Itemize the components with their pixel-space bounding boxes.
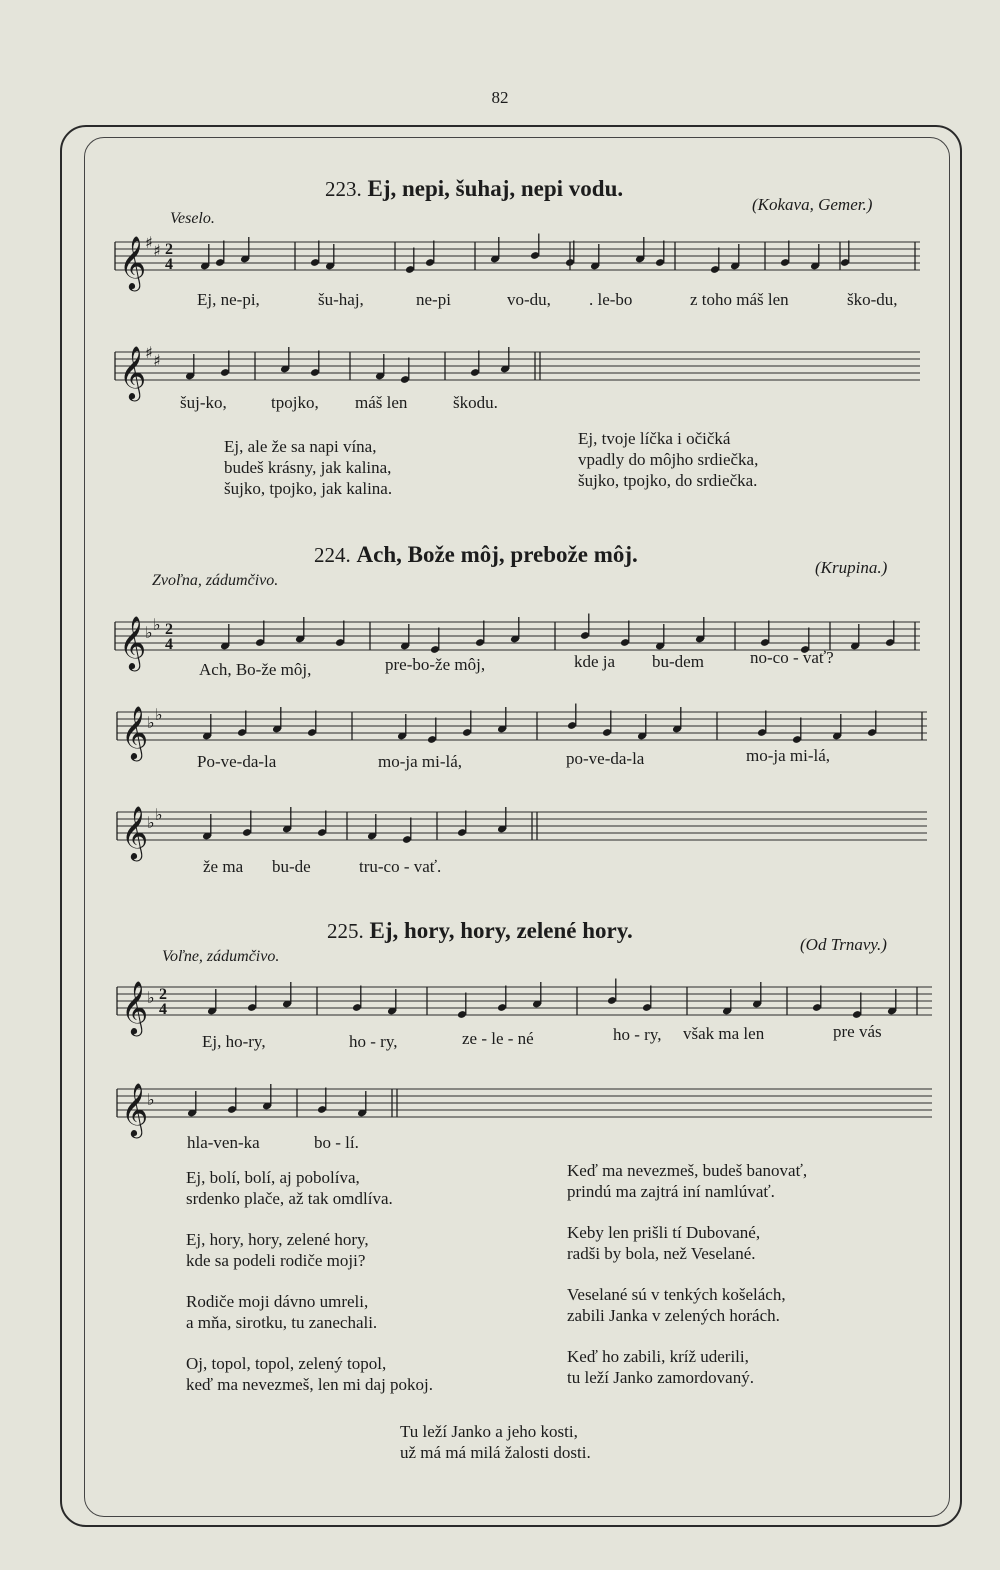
lyric-223-2-2: tpojko,: [271, 393, 319, 412]
stanza-gap: [567, 1326, 807, 1346]
verse-225-final: [400, 1421, 591, 1463]
lyric-224-2-3: po-ve-da-la: [566, 749, 645, 768]
sharp-icon: ♯: [153, 241, 161, 260]
verse-line: šujko, tpojko, do srdiečka.: [578, 471, 758, 490]
staff-223-2: [115, 340, 920, 400]
song-223-tempo: Veselo.: [170, 210, 215, 227]
lyric-224-1-2: pre-bo-že môj,: [385, 655, 486, 674]
verse-line: Rodiče moji dávno umreli,: [186, 1292, 369, 1311]
lyric-224-2-1: Po-ve-da-la: [197, 752, 277, 771]
verse-line: kde sa podeli rodiče moji?: [186, 1251, 366, 1270]
time-signature-bottom: 4: [159, 1001, 167, 1018]
verse-225-right: [567, 1160, 807, 1388]
flat-icon: ♭: [147, 813, 155, 832]
song-title-text: Ej, nepi, šuhaj, nepi vodu.: [367, 176, 624, 201]
stanza-gap: [186, 1333, 433, 1353]
stanza-gap: [567, 1264, 807, 1284]
staff-225-2: [117, 1077, 932, 1137]
lyric-225-1-1: Ej, ho-ry,: [202, 1032, 266, 1051]
lyric-223-1-3: ne-pi: [416, 290, 451, 309]
stanza-gap: [567, 1202, 807, 1222]
sharp-icon: ♯: [145, 233, 153, 252]
lyric-225-1-5: však ma len: [683, 1024, 765, 1043]
song-223-origin: (Kokava, Gemer.): [752, 195, 873, 214]
verse-line: Ej, ale že sa napi vína,: [224, 437, 377, 456]
stanza-gap: [186, 1271, 433, 1291]
page-number: 82: [491, 88, 509, 107]
song-225-origin: (Od Trnavy.): [800, 935, 887, 954]
lyric-223-1-5: . le-bo: [589, 290, 633, 309]
treble-clef-icon: 𝄞: [121, 980, 149, 1034]
verse-line: Ej, tvoje líčka i očičká: [578, 429, 731, 448]
lyric-223-2-3: máš len: [355, 393, 408, 412]
treble-clef-icon: 𝄞: [119, 345, 147, 399]
song-number: 223.: [325, 177, 362, 201]
verse-223-right: [578, 428, 758, 491]
lyric-225-1-2: ho - ry,: [349, 1032, 398, 1051]
verse-line: budeš krásny, jak kalina,: [224, 458, 392, 477]
verse-line: Veselané sú v tenkých košelách,: [567, 1285, 786, 1304]
lyric-223-1-2: šu-haj,: [318, 290, 364, 309]
verse-line: tu leží Janko zamordovaný.: [567, 1368, 754, 1387]
stanza-gap: [186, 1209, 433, 1229]
lyric-224-3-2: bu-de: [272, 857, 311, 876]
lyric-224-1-4: bu-dem: [652, 652, 704, 671]
verse-line: šujko, tpojko, jak kalina.: [224, 479, 393, 498]
lyric-224-3-3: tru-co - vať.: [359, 857, 442, 876]
lyric-224-3-1: že ma: [203, 857, 244, 876]
treble-clef-icon: 𝄞: [119, 615, 147, 669]
lyric-223-1-1: Ej, ne-pi,: [197, 290, 260, 309]
lyric-225-2-1: hla-ven-ka: [187, 1133, 260, 1152]
treble-clef-icon: 𝄞: [121, 805, 149, 859]
lyric-225-1-3: ze - le - né: [462, 1029, 534, 1048]
song-225-tempo: Voľne, zádumčivo.: [162, 948, 280, 965]
song-224-tempo: Zvoľna, zádumčivo.: [152, 572, 279, 589]
verse-223-left: [224, 436, 392, 499]
verse-line: Keď ma nevezmeš, budeš banovať,: [567, 1161, 808, 1180]
sharp-icon: ♯: [145, 343, 153, 362]
lyric-223-2-4: škodu.: [453, 393, 498, 412]
time-signature-top: 2: [165, 621, 173, 638]
staff-225-1: [117, 975, 932, 1035]
lyric-224-2-2: mo-ja mi-lá,: [378, 752, 463, 771]
song-title-text: Ej, hory, hory, zelené hory.: [369, 918, 633, 943]
song-224-title: [314, 542, 638, 568]
song-number: 225.: [327, 919, 364, 943]
treble-clef-icon: 𝄞: [121, 705, 149, 759]
verse-line: Tu leží Janko a jeho kosti,: [400, 1422, 578, 1441]
flat-icon: ♭: [147, 1090, 155, 1109]
verse-line: Keby len prišli tí Dubované,: [567, 1223, 761, 1242]
verse-line: Ej, bolí, bolí, aj pobolíva,: [186, 1168, 360, 1187]
verse-line: zabili Janka v zelených horách.: [567, 1306, 780, 1325]
lyric-223-1-4: vo-du,: [507, 290, 551, 309]
flat-icon: ♭: [147, 713, 155, 732]
time-signature-top: 2: [165, 241, 173, 258]
time-signature-bottom: 4: [165, 636, 173, 653]
verse-line: Ej, hory, hory, zelené hory,: [186, 1230, 369, 1249]
verse-line: Oj, topol, topol, zelený topol,: [186, 1354, 387, 1373]
verse-line: srdenko plače, až tak omdlíva.: [186, 1189, 393, 1208]
staff-223-1: [115, 230, 920, 290]
verse-225-left: [186, 1167, 433, 1395]
flat-icon: ♭: [155, 705, 163, 724]
flat-icon: ♭: [155, 805, 163, 824]
lyric-225-1-6: pre vás: [833, 1022, 882, 1041]
time-signature-top: 2: [159, 986, 167, 1003]
song-225-title: [327, 918, 633, 944]
lyric-224-1-3: kde ja: [574, 652, 616, 671]
flat-icon: ♭: [153, 615, 161, 634]
verse-line: radši by bola, než Veselané.: [567, 1244, 756, 1263]
staff-224-3: [117, 800, 927, 860]
treble-clef-icon: 𝄞: [121, 1082, 149, 1136]
lyric-225-1-4: ho - ry,: [613, 1025, 662, 1044]
song-number: 224.: [314, 543, 351, 567]
verse-line: vpadly do môjho srdiečka,: [578, 450, 759, 469]
song-224-origin: (Krupina.): [815, 558, 888, 577]
lyric-225-2-2: bo - lí.: [314, 1133, 359, 1152]
flat-icon: ♭: [145, 623, 153, 642]
verse-line: prindú ma zajtrá iní namlúvať.: [567, 1182, 775, 1201]
verse-line: Keď ho zabili, kríž uderili,: [567, 1347, 749, 1366]
verse-line: už má má milá žalosti dosti.: [400, 1443, 591, 1462]
treble-clef-icon: 𝄞: [119, 235, 147, 289]
lyric-223-1-6: z toho máš len: [690, 290, 789, 309]
lyric-224-1-1: Ach, Bo-že môj,: [199, 660, 312, 679]
sharp-icon: ♯: [153, 351, 161, 370]
lyric-224-1-5: no-co - vať?: [750, 648, 834, 667]
lyric-224-2-4: mo-ja mi-lá,: [746, 746, 831, 765]
time-signature-bottom: 4: [165, 256, 173, 273]
lyric-223-2-1: šuj-ko,: [180, 393, 227, 412]
song-title-text: Ach, Bože môj, prebože môj.: [356, 542, 638, 567]
verse-line: keď ma nevezmeš, len mi daj pokoj.: [186, 1375, 434, 1394]
verse-line: a mňa, sirotku, tu zanechali.: [186, 1313, 378, 1332]
song-223-title: [325, 176, 623, 202]
flat-icon: ♭: [147, 988, 155, 1007]
lyric-223-1-7: ško-du,: [847, 290, 898, 309]
